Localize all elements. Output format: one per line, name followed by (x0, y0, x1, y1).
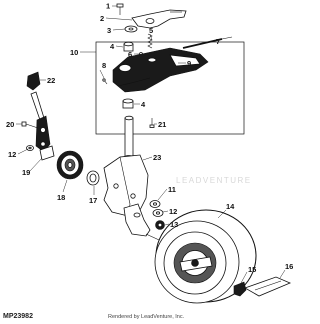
part-11-washer (150, 201, 160, 208)
callout-1: 1 (106, 1, 111, 11)
callout-15: 15 (248, 265, 257, 274)
callout-4-lower: 4 (141, 100, 146, 109)
watermark: LEADVENTURE (176, 176, 252, 185)
part-2-handle (132, 10, 186, 28)
callout-9: 9 (187, 59, 192, 68)
part-3-washer (125, 26, 137, 32)
callout-10: 10 (70, 48, 79, 57)
callout-11: 11 (168, 185, 176, 194)
callout-8: 8 (102, 61, 107, 70)
callout-5: 5 (149, 26, 154, 35)
part-22-knob (27, 72, 40, 90)
part-7-rod (183, 37, 232, 48)
callout-3: 3 (107, 26, 112, 35)
callout-12-left: 12 (8, 150, 17, 159)
callout-19: 19 (22, 168, 31, 177)
callout-17: 17 (89, 196, 98, 205)
render-credit: Rendered by LeadVenture, Inc. (108, 314, 185, 320)
part-21-screw (150, 118, 154, 128)
part-4-bushing-lower (123, 99, 133, 108)
callout-4-upper: 4 (110, 42, 115, 51)
part-13-nut (156, 221, 165, 230)
callout-13: 13 (170, 220, 179, 229)
callout-12-right: 12 (169, 207, 178, 216)
figure-reference: MP23982 (3, 313, 33, 320)
part-1-bolt (117, 4, 123, 15)
part-23-caster-fork (104, 116, 148, 216)
part-5-spring (148, 34, 152, 48)
callout-20: 20 (6, 120, 15, 129)
part-16-decal (245, 277, 290, 296)
callout-16: 16 (285, 262, 294, 271)
callout-22: 22 (47, 76, 56, 85)
part-20-bolt (22, 122, 38, 128)
part-12-washer-right (153, 210, 163, 217)
callout-14: 14 (226, 202, 235, 211)
callout-21: 21 (158, 120, 167, 129)
callout-18: 18 (57, 193, 66, 202)
part-17-ring (87, 171, 99, 185)
part-18-pulley (57, 151, 83, 179)
callout-6: 6 (128, 50, 133, 59)
part-lever-arm (31, 92, 50, 152)
callout-7: 7 (216, 37, 221, 46)
callout-2: 2 (100, 14, 105, 23)
part-12-washer-left (27, 146, 34, 151)
part-9-screw (103, 79, 107, 84)
callout-23: 23 (153, 153, 162, 162)
